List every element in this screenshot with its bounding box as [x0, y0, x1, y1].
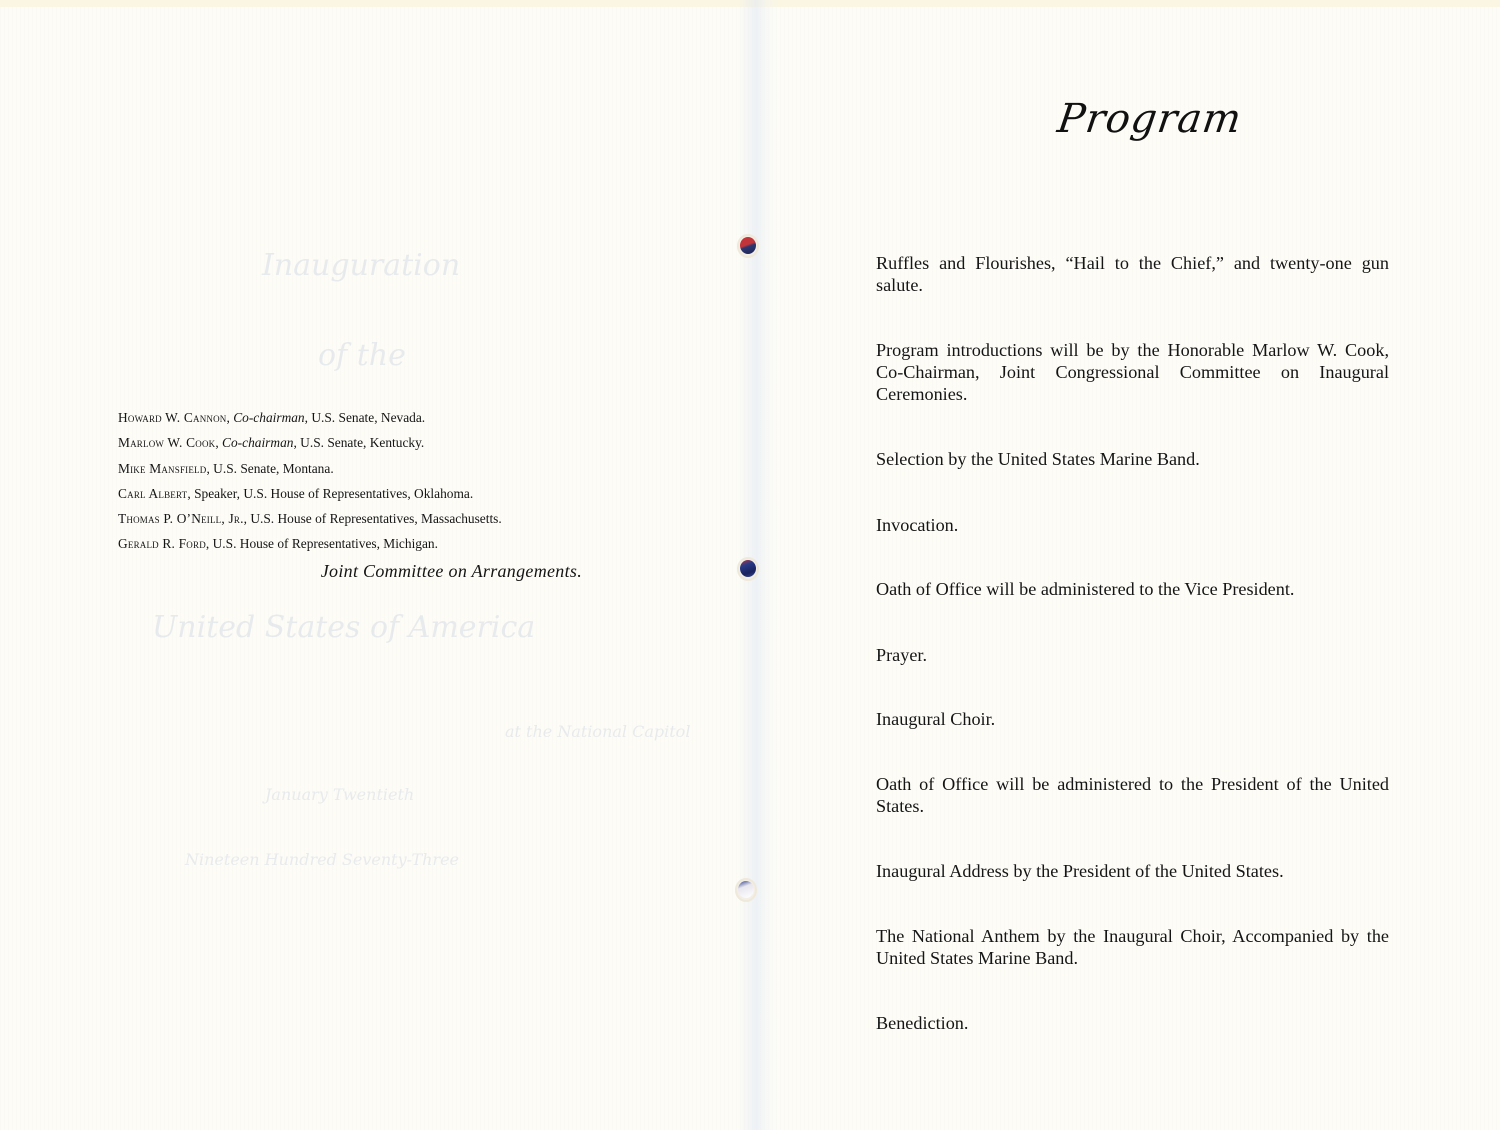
show-through-text: Nineteen Hundred Seventy-Three — [185, 850, 460, 869]
committee-title: Joint Committee on Arrangements. — [320, 560, 582, 581]
show-through-text: United States of America — [152, 610, 536, 645]
program-item: Selection by the United States Marine Band. — [876, 449, 1200, 469]
member-name: Marlow W. Cook — [118, 435, 216, 451]
member-title: Co-chairman — [233, 410, 305, 425]
show-through-text: January Twentieth — [265, 785, 415, 804]
member-title: Co-chairman — [222, 435, 294, 451]
member-name: Mike Mansfield — [118, 460, 207, 476]
committee-member: Marlow W. Cook, Co-chairman, U.S. Senate, Kentucky. — [118, 435, 425, 451]
member-name: Gerald R. Ford — [118, 536, 206, 552]
program-item: Oath of Office will be administered to the Vice President. — [876, 579, 1295, 599]
member-detail: U.S. House of Representatives, Michigan. — [212, 536, 438, 552]
committee-member: Mike Mansfield, U.S. Senate, Montana. — [118, 460, 334, 476]
member-detail: U.S. Senate, Kentucky. — [300, 435, 425, 451]
program-item: Inaugural Address by the President of the United States. — [876, 861, 1284, 881]
member-detail: U.S. House of Representatives, Massachusetts. — [250, 511, 502, 527]
program-item: Benediction. — [876, 1013, 969, 1033]
member-name: Howard W. Cannon — [118, 410, 227, 425]
member-name: Carl Albert — [118, 485, 188, 501]
program-item: Oath of Office will be administered to the President of the United States. — [876, 774, 1389, 816]
program-item: Prayer. — [876, 645, 928, 665]
member-name: Thomas P. O’Neill, Jr. — [118, 511, 244, 527]
committee-member: Gerald R. Ford, U.S. House of Representatives, Michigan. — [118, 536, 438, 552]
program-title: Program — [1054, 96, 1245, 142]
member-detail: U.S. Senate, Montana. — [213, 460, 334, 476]
show-through-text: Inauguration — [262, 248, 461, 283]
member-detail: U.S. Senate, Nevada. — [311, 410, 426, 425]
program-item: The National Anthem by the Inaugural Choir, Accompanied by the United States Marine Band. — [876, 926, 1389, 968]
left-page — [0, 0, 748, 1130]
committee-member: Carl Albert, Speaker, U.S. House of Representatives, Oklahoma. — [118, 485, 474, 501]
committee-member: Thomas P. O’Neill, Jr., U.S. House of Representatives, Massachusetts. — [118, 511, 502, 527]
show-through-text: at the National Capitol — [505, 722, 691, 741]
show-through-text: of the — [318, 338, 406, 373]
program-item: Invocation. — [876, 515, 959, 535]
member-detail: Speaker, U.S. House of Representatives, Oklahoma. — [194, 485, 474, 501]
program-item: Ruffles and Flourishes, “Hail to the Chief,” and twenty-one gun salute. — [876, 253, 1389, 295]
program-item: Program introductions will be by the Honorable Marlow W. Cook, Co-Chairman, Joint Congressional Committee on Inaugural Ceremonies. — [876, 340, 1389, 404]
program-item: Inaugural Choir. — [876, 709, 996, 729]
committee-member: Howard W. Cannon, Co-chairman, U.S. Senate, Nevada. — [118, 410, 426, 425]
committee-list — [118, 405, 588, 582]
